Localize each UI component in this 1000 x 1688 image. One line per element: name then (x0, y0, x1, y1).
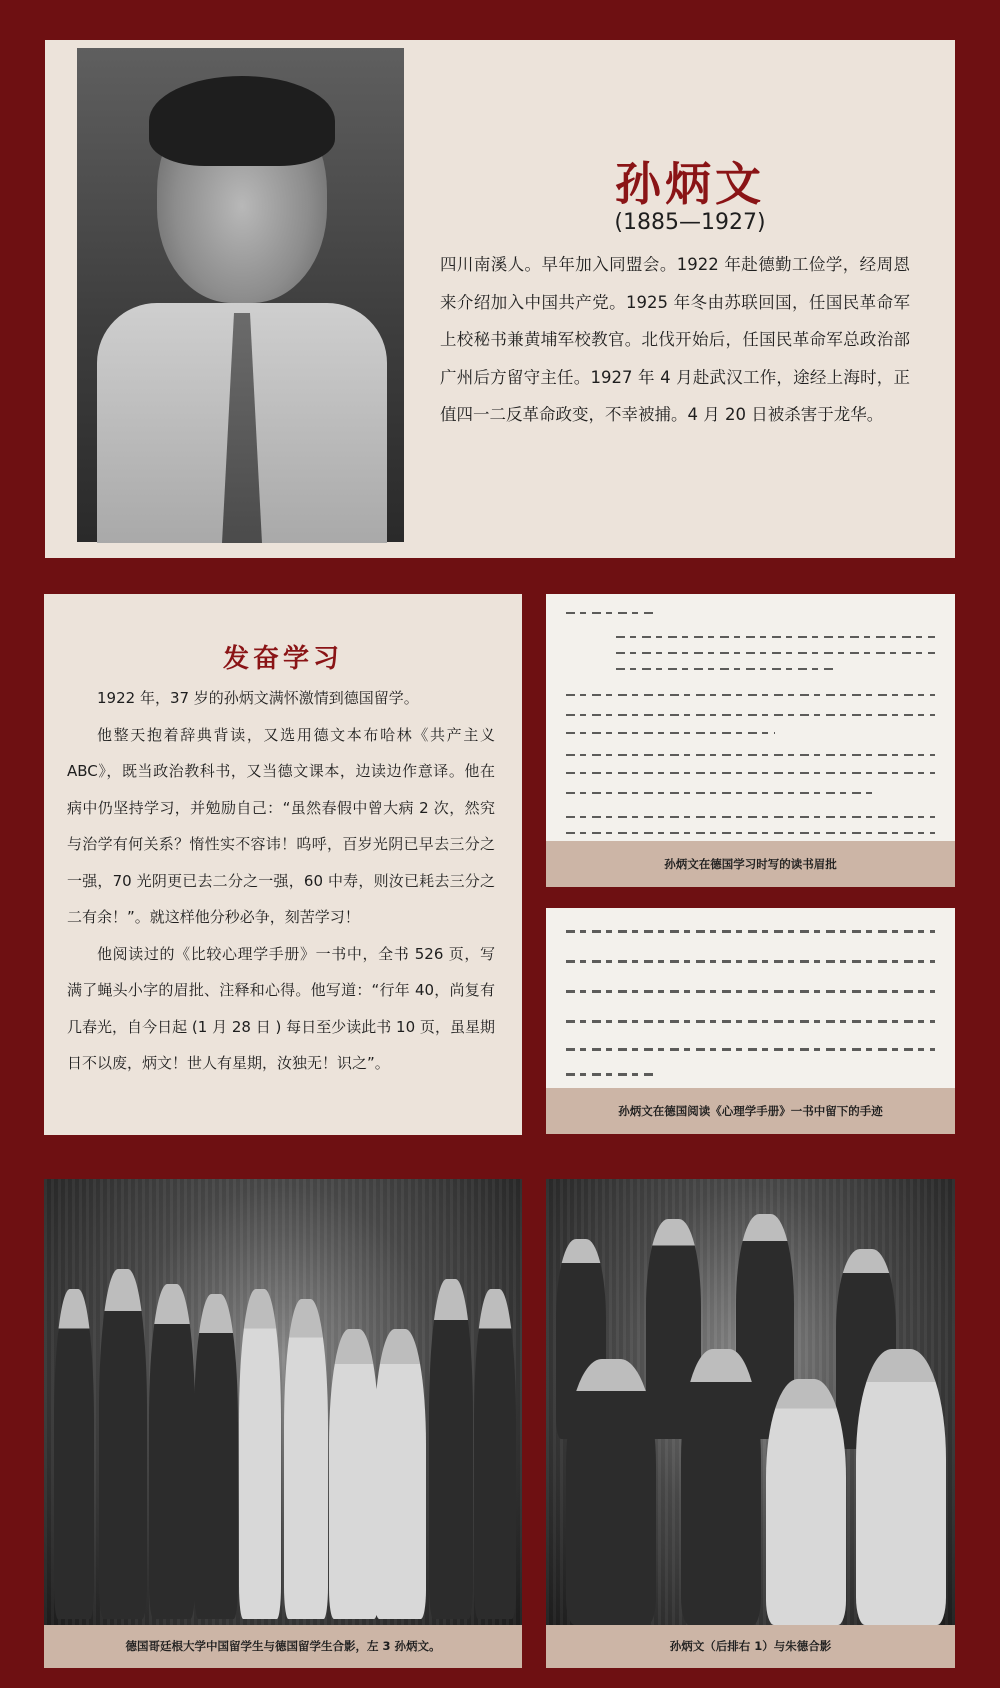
portrait-photo (77, 48, 404, 542)
zhu-de-photo (546, 1179, 955, 1625)
portrait-hair (149, 76, 335, 166)
profile-bio: 四川南溪人。早年加入同盟会。1922 年赴德勤工俭学，经周恩来介绍加入中国共产党。1925 年冬由苏联回国，任国民革命军上校秘书兼黄埔军校教官。北伐开始后，任国民革命军总政治部广州后方留守主任。1927 年 4 月赴武汉工作，途经上海时，正值四一二反革命政变，不幸被捕。4 月 20 日被杀害于龙华。 (440, 255, 910, 424)
handwriting-image (546, 908, 955, 1088)
study-paragraph: 他整天抱着辞典背读，又选用德文本布哈林《共产主义 ABC》，既当政治教科书，又当德文课本，边读边作意译。他在病中仍坚持学习，并勉励自己：“虽然春假中曾大病 2 次，然究与治学有何关系？惰性实不容讳！呜呼，百岁光阴已早去三分之一强，70 光阴更已去二分之一强，60 中寿，则汝已耗去三分之二有余！”。就这样他分秒必争，刻苦学习！ (67, 725, 495, 926)
study-paragraph: 他阅读过的《比较心理学手册》一书中，全书 526 页，写满了蝇头小字的眉批、注释和心得。他写道：“行年 40，尚复有几春光，自今日起 (1 月 28 日 ) 每日至少读此书 10 页，虽星期日不以废，炳文！世人有星期，汝独无！识之”。 (67, 944, 495, 1072)
study-text (67, 680, 495, 1082)
zhu-de-photo-caption: 孙炳文（后排右 1）与朱德合影 (546, 1625, 955, 1668)
handwriting-caption: 孙炳文在德国阅读《心理学手册》一书中留下的手迹 (546, 1088, 955, 1134)
study-title: 发奋学习 (222, 644, 343, 674)
study-paragraph: 1922 年，37 岁的孙炳文满怀激情到德国留学。 (97, 689, 419, 707)
group-photo-caption: 德国哥廷根大学中国留学生与德国留学生合影，左 3 孙炳文。 (44, 1625, 522, 1668)
profile-name: 孙炳文 (615, 157, 765, 211)
group-photo (44, 1179, 522, 1625)
notes-caption: 孙炳文在德国学习时写的读书眉批 (546, 841, 955, 887)
reading-notes-image (546, 594, 955, 841)
profile-dates: (1885—1927) (614, 210, 766, 235)
